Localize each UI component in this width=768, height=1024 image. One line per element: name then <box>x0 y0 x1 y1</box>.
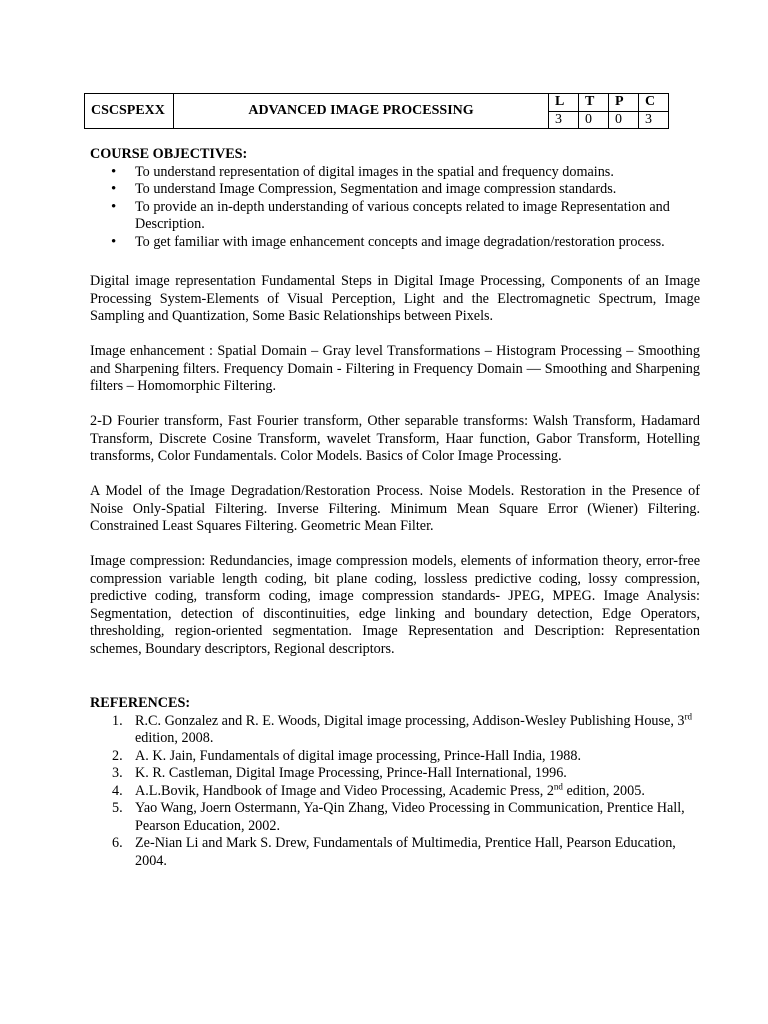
course-header-table <box>84 93 669 129</box>
unit-paragraph: Image enhancement : Spatial Domain – Gray level Transformations – Histogram Processing – Smoothing and Sharpening filters. Frequency Domain - Filtering in Frequency Domain –– Smoothing and Sharpening filters – Homomorphic Filtering. <box>90 343 700 394</box>
course-objectives <box>90 146 705 251</box>
ltpc-value-c: 3 <box>639 111 669 129</box>
reference-text: A.L.Bovik, Handbook of Image and Video Processing, Academic Press, 2 <box>135 782 554 799</box>
reference-text: R.C. Gonzalez and R. E. Woods, Digital image processing, Addison-Wesley Publishing House, 3 <box>135 712 685 729</box>
unit-paragraph: A Model of the Image Degradation/Restoration Process. Noise Models. Restoration in the Presence of Noise Only-Spatial Filtering. Inverse Filtering. Minimum Mean Square Error (Wiener) Filtering. Constrained Least Squares Filtering. Geometric Mean Filter. <box>90 483 700 534</box>
objective-item: • To understand representation of digital images in the spatial and frequency domains. <box>135 164 705 182</box>
reference-item <box>112 780 705 801</box>
objective-item: • To provide an in-depth understanding of various concepts related to image Representation and Description. <box>135 199 705 234</box>
reference-sup: rd <box>684 710 693 721</box>
reference-item <box>112 765 705 783</box>
ltpc-label-t: T <box>579 94 609 112</box>
reference-sup: nd <box>553 780 563 791</box>
reference-text-end: edition, 2008. <box>135 730 214 746</box>
reference-item <box>112 747 705 766</box>
course-units <box>90 273 700 676</box>
reference-text: Yao Wang, Joern Ostermann, Ya-Qin Zhang, Video Processing in Communication, Prentice Hall, Pearson Education, 2002. <box>135 800 685 834</box>
reference-item <box>112 835 705 870</box>
reference-number: 1. <box>112 712 123 729</box>
reference-number: 4. <box>112 782 123 799</box>
references-section <box>90 695 705 870</box>
reference-item <box>112 800 705 835</box>
reference-text: Ze-Nian Li and Mark S. Drew, Fundamentals of Multimedia, Prentice Hall, Pearson Education, 2004. <box>135 835 676 869</box>
reference-text-end: edition, 2005. <box>562 782 645 799</box>
ltpc-label-l: L <box>549 94 579 112</box>
references-list <box>90 710 705 871</box>
reference-number: 2. <box>112 747 123 764</box>
unit-paragraph: Digital image representation Fundamental Steps in Digital Image Processing, Components of an Image Processing System-Elements of Visual Perception, Light and the Electromagnetic Spectrum, Image Sampling and Quantization, Some Basic Relationships between Pixels. <box>90 273 700 324</box>
references-heading: REFERENCES: <box>90 695 191 711</box>
reference-item <box>112 710 705 748</box>
objectives-list <box>90 164 705 252</box>
objectives-heading: COURSE OBJECTIVES: <box>90 146 248 162</box>
objective-item: • To understand Image Compression, Segmentation and image compression standards. <box>135 181 705 199</box>
course-title: ADVANCED IMAGE PROCESSING <box>174 94 549 129</box>
ltpc-value-t: 0 <box>579 111 609 129</box>
objective-item: • To get familiar with image enhancement concepts and image degradation/restoration process. <box>135 234 705 252</box>
reference-number: 5. <box>112 800 123 816</box>
reference-number: 3. <box>112 765 123 781</box>
reference-number: 6. <box>112 835 123 851</box>
course-code: CSCSPEXX <box>85 94 174 129</box>
unit-paragraph: Image compression: Redundancies, image compression models, elements of information theory, error-free compression variable length coding, bit plane coding, lossless predictive coding, lossy compression, predictive coding, transform coding, image compression standards- JPEG, MPEG. Image Analysis: Segmentation, detection of discontinuities, edge linking and boundary detection, Edge Operators, thresholding, region-oriented segmentation. Image Representation and Description: Representation schemes, Boundary descriptors, Regional descriptors. <box>90 553 700 657</box>
ltpc-label-p: P <box>609 94 639 112</box>
ltpc-value-p: 0 <box>609 111 639 129</box>
unit-paragraph: 2-D Fourier transform, Fast Fourier transform, Other separable transforms: Walsh Transform, Hadamard Transform, Discrete Cosine Transform, wavelet Transform, Haar function, Gabor Transform, Hotelling transforms, Color Fundamentals. Color Models. Basics of Color Image Processing. <box>90 413 700 464</box>
reference-text: A. K. Jain, Fundamentals of digital image processing, Prince-Hall India, 1988. <box>135 747 582 764</box>
ltpc-value-l: 3 <box>549 111 579 129</box>
ltpc-label-c: C <box>639 94 669 112</box>
reference-text: K. R. Castleman, Digital Image Processing, Prince-Hall International, 1996. <box>135 765 567 781</box>
